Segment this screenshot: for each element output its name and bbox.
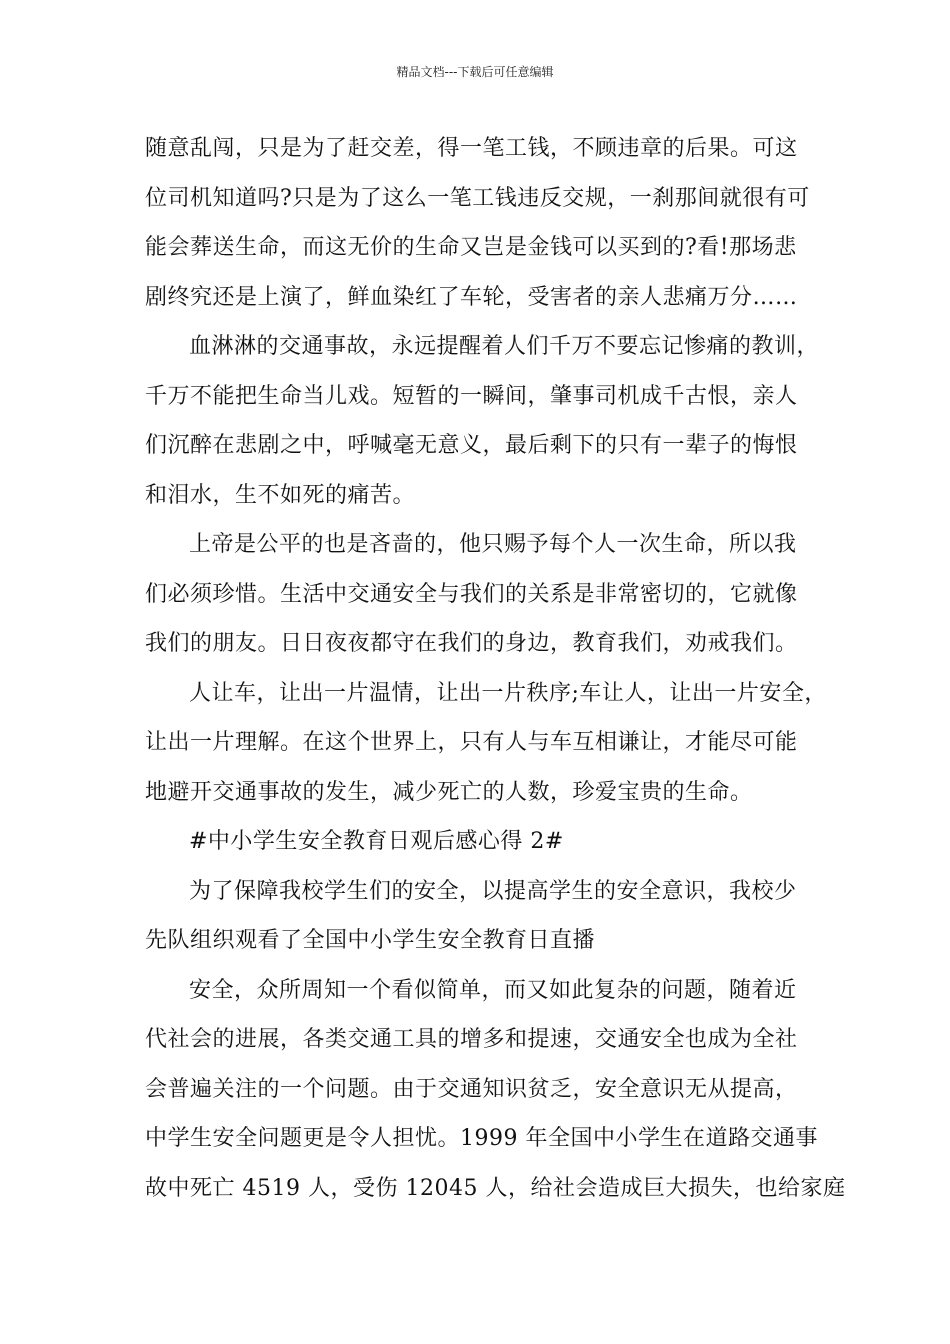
- text-line: 位司机知道吗?只是为了这么一笔工钱违反交规，一刹那间就很有可: [145, 185, 810, 211]
- text-line: 千万不能把生命当儿戏。短暂的一瞬间，肇事司机成千古恨，亲人: [145, 383, 798, 409]
- text-line: 故中死亡 4519 人，受伤 12045 人，给社会造成巨大损失，也给家庭: [145, 1175, 846, 1201]
- text-line: 能会葬送生命，而这无价的生命又岂是金钱可以买到的?看!那场悲: [145, 235, 797, 260]
- paragraph-first-line: 为了保障我校学生们的安全，以提高学生的安全意识，我校少: [189, 878, 797, 904]
- page-header: 精品文档---下载后可任意编辑: [396, 65, 554, 79]
- text-line: 我们的朋友。日日夜夜都守在我们的身边，教育我们，劝戒我们。: [145, 631, 798, 656]
- paragraph-first-line: 安全，众所周知一个看似简单，而又如此复杂的问题，随着近: [189, 977, 797, 1003]
- text-line: 随意乱闯，只是为了赶交差，得一笔工钱，不顾违章的后果。可这: [145, 136, 798, 161]
- text-line: 代社会的进展，各类交通工具的增多和提速，交通安全也成为全社: [145, 1027, 798, 1052]
- text-line: 们沉醉在悲剧之中，呼喊毫无意义，最后剩下的只有一辈子的悔恨: [145, 433, 798, 458]
- document-body: [145, 124, 846, 1213]
- text-line: 剧终究还是上演了，鲜血染红了车轮，受害者的亲人悲痛万分……: [145, 284, 798, 310]
- paragraph-first-line: 上帝是公平的也是吝啬的，他只赐予每个人一次生命，所以我: [189, 532, 797, 557]
- text-line: 和泪水，生不如死的痛苦。: [145, 482, 416, 508]
- text-line: 中学生安全问题更是令人担忧。1999 年全国中小学生在道路交通事: [145, 1126, 818, 1151]
- text-line: 们必须珍惜。生活中交通安全与我们的关系是非常密切的，它就像: [145, 581, 798, 607]
- text-line: 地避开交通事故的发生，减少死亡的人数，珍爱宝贵的生命。: [145, 779, 753, 805]
- text-line: 先队组织观看了全国中小学生安全教育日直播: [145, 928, 596, 953]
- section-heading: #中小学生安全教育日观后感心得 2#: [189, 829, 564, 854]
- paragraph-first-line: 人让车，让出一片温情，让出一片秩序;车让人，让出一片安全，: [189, 680, 827, 706]
- paragraph-first-line: 血淋淋的交通事故，永远提醒着人们千万不要忘记惨痛的教训，: [189, 334, 820, 359]
- text-line: 会普遍关注的一个问题。由于交通知识贫乏，安全意识无从提高，: [145, 1076, 798, 1102]
- text-line: 让出一片理解。在这个世界上，只有人与车互相谦让，才能尽可能: [145, 730, 798, 755]
